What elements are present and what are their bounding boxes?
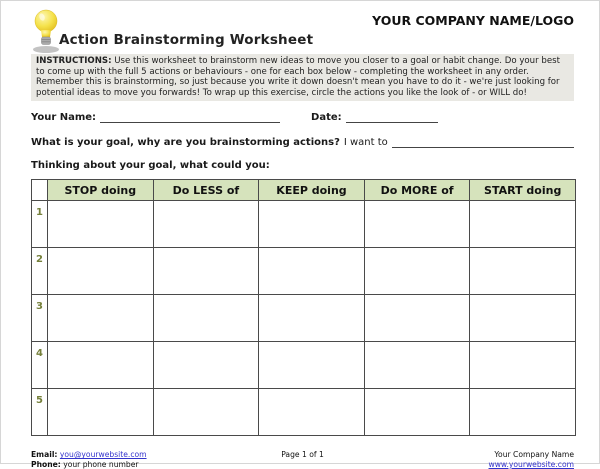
table-cell	[364, 295, 470, 342]
page-number: Page 1 of 1	[281, 450, 324, 460]
table-cell	[153, 248, 259, 295]
name-label: Your Name:	[31, 112, 97, 124]
brainstorming-table	[31, 179, 576, 436]
table-row	[32, 342, 576, 389]
goal-row	[31, 135, 574, 148]
column-header-do-less-of: Do LESS of	[153, 180, 259, 201]
goal-prefix: I want to	[343, 137, 388, 149]
table-cell	[259, 248, 365, 295]
table-cell	[364, 248, 470, 295]
column-header-stop-doing: STOP doing	[48, 180, 154, 201]
company-logo-text: YOUR COMPANY NAME/LOGO	[372, 13, 574, 28]
table-cell	[470, 201, 576, 248]
instructions-text: Use this worksheet to brainstorm new ideas to move you closer to a goal or habit change. Do your best to come up with the full 5 actions or behaviours - one for each box below - completing the worksheet in any order. Remember this is brainstorming, so just because you write it down doesn't mean you have to do it - we're just looking for potential ideas to move you forwards! To wrap up this exercise, circle the actions you like the look of - or WILL do!	[36, 56, 560, 98]
goal-fill-line	[392, 137, 574, 148]
table-cell	[48, 389, 154, 436]
date-label: Date:	[311, 112, 342, 124]
table-cell	[364, 201, 470, 248]
email-link[interactable]: you@yourwebsite.com	[59, 450, 147, 460]
date-fill-line	[346, 112, 438, 123]
table-cell	[48, 201, 154, 248]
column-header-start-doing: START doing	[470, 180, 576, 201]
document-header	[31, 1, 574, 54]
table-cell	[470, 389, 576, 436]
table-cell	[259, 201, 365, 248]
table-cell	[470, 248, 576, 295]
column-header-keep-doing: KEEP doing	[259, 180, 365, 201]
table-cell	[153, 342, 259, 389]
instructions-block	[31, 54, 574, 101]
table-cell	[470, 295, 576, 342]
table-cell	[48, 295, 154, 342]
goal-question-label: What is your goal, why are you brainstorming actions?	[31, 137, 340, 149]
email-label: Email:	[31, 450, 58, 460]
name-date-row	[31, 110, 574, 123]
row-number: 4	[32, 342, 48, 389]
table-cell	[153, 201, 259, 248]
row-number: 3	[32, 295, 48, 342]
footer-phone-line	[31, 460, 231, 469]
footer-company	[374, 450, 574, 469]
footer-contact	[31, 450, 231, 469]
footer-email-line	[31, 450, 231, 460]
phone-value: your phone number	[63, 459, 139, 469]
table-row	[32, 389, 576, 436]
row-number: 2	[32, 248, 48, 295]
column-header-do-more-of: Do MORE of	[364, 180, 470, 201]
name-fill-line	[100, 112, 280, 123]
table-cell	[153, 389, 259, 436]
row-number: 5	[32, 389, 48, 436]
row-number: 1	[32, 201, 48, 248]
table-header-row	[32, 180, 576, 201]
page-title: Action Brainstorming Worksheet	[59, 32, 314, 48]
table-cell	[259, 295, 365, 342]
table-cell	[153, 295, 259, 342]
document-footer	[31, 450, 574, 469]
table-cell	[259, 342, 365, 389]
corner-cell	[32, 180, 48, 201]
instructions-label: INSTRUCTIONS:	[36, 56, 112, 66]
lightbulb-icon	[31, 8, 61, 58]
table-cell	[259, 389, 365, 436]
table-cell	[364, 342, 470, 389]
table-cell	[48, 248, 154, 295]
footer-company-name: Your Company Name	[494, 450, 574, 460]
website-link[interactable]: www.yourwebsite.com	[488, 459, 574, 469]
phone-label: Phone:	[31, 459, 61, 469]
table-row	[32, 295, 576, 342]
table-row	[32, 201, 576, 248]
table-cell	[470, 342, 576, 389]
table-cell	[364, 389, 470, 436]
thinking-prompt: Thinking about your goal, what could you:	[31, 160, 270, 172]
table-row	[32, 248, 576, 295]
table-cell	[48, 342, 154, 389]
